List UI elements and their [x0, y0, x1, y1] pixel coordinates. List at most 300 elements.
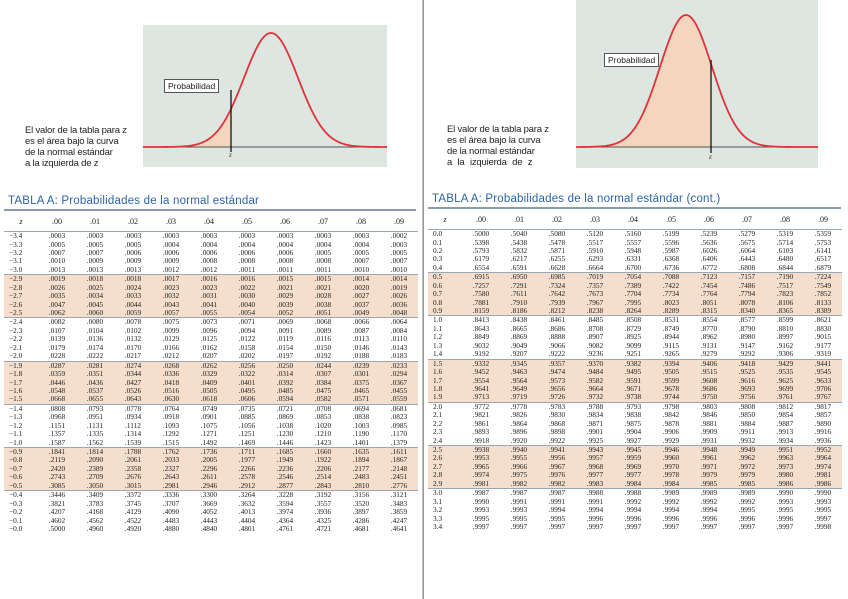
probability-cell: .0054: [228, 309, 266, 318]
probability-cell: .0294: [380, 370, 418, 378]
z-value-cell: −0.5: [4, 482, 38, 491]
z-value-cell: −1.5: [4, 395, 38, 404]
probability-cell: .7794: [728, 290, 766, 298]
probability-cell: .9974: [804, 463, 842, 471]
probability-cell: .8888: [548, 333, 566, 342]
probability-cell: .6879: [814, 263, 832, 272]
probability-cell: .0307: [304, 370, 342, 378]
probability-cell: .9893: [472, 428, 490, 437]
probability-cell: .0485: [266, 387, 304, 395]
probability-cell: .2119: [38, 456, 76, 464]
z-value-cell: 2.3: [433, 428, 443, 437]
probability-cell: .0021: [304, 284, 342, 292]
probability-cell: .6064: [738, 246, 756, 255]
probability-cell: .9949: [728, 445, 766, 454]
probability-cell: .9966: [500, 463, 538, 471]
probability-cell: .7324: [538, 282, 576, 290]
probability-cell: .9980: [766, 471, 804, 479]
probability-cell: .8643: [472, 324, 490, 333]
probability-cell: .5478: [548, 238, 566, 247]
probability-cell: .0427: [114, 378, 152, 386]
z-value-cell: −0.2: [9, 508, 23, 517]
probability-cell: .9994: [700, 506, 718, 515]
probability-cell: .6026: [700, 246, 718, 255]
table-row: [428, 368, 842, 376]
probability-cell: .0228: [48, 352, 66, 361]
probability-cell: .9693: [728, 385, 766, 393]
probability-cell: .8621: [804, 316, 842, 325]
z-value-cell: −2.4: [4, 318, 38, 327]
table-row: [4, 327, 418, 335]
probability-cell: .9991: [586, 497, 604, 506]
probability-cell: .9929: [662, 436, 680, 445]
probability-cell: .1841: [38, 447, 76, 456]
probability-cell: .9452: [462, 368, 500, 376]
probability-cell: .9995: [814, 506, 832, 515]
probability-cell: .1190: [352, 430, 370, 439]
probability-cell: .8907: [586, 333, 604, 342]
probability-cell: .2090: [76, 456, 114, 464]
probability-cell: .0044: [114, 301, 152, 309]
probability-cell: .3050: [76, 482, 114, 491]
probability-cell: .9998: [814, 522, 832, 531]
z-value-cell: −0.4: [4, 491, 38, 500]
probability-cell: .0139: [48, 335, 66, 344]
probability-cell: .0032: [152, 292, 190, 300]
probability-cell: .6179: [472, 255, 490, 264]
probability-cell: .0239: [342, 361, 380, 370]
probability-cell: .1736: [190, 447, 228, 456]
probability-cell: .0268: [152, 361, 190, 370]
probability-cell: .9890: [814, 419, 832, 428]
probability-cell: .1587: [48, 438, 66, 447]
probability-cell: .1539: [124, 438, 142, 447]
table-row: [428, 350, 842, 359]
probability-cell: .4681: [352, 524, 370, 533]
probability-cell: .9957: [576, 454, 614, 462]
table-row: [4, 301, 418, 309]
probability-cell: .1170: [390, 430, 408, 439]
probability-cell: .9474: [538, 368, 576, 376]
probability-cell: .9783: [538, 402, 576, 411]
probability-cell: .9394: [652, 359, 690, 368]
probability-cell: .6736: [662, 263, 680, 272]
probability-cell: .8962: [700, 333, 718, 342]
probability-cell: .0351: [76, 370, 114, 378]
probability-cell: .1151: [48, 421, 66, 430]
probability-cell: .0069: [266, 318, 304, 327]
probability-cell: .3192: [304, 491, 342, 500]
z-value-cell: 1.2: [433, 333, 443, 342]
z-value-cell: 0.6: [428, 282, 462, 290]
probability-cell: .0007: [86, 248, 104, 257]
probability-cell: .3015: [114, 482, 152, 491]
probability-cell: .6772: [700, 263, 718, 272]
z-value-cell: −0.1: [9, 516, 23, 525]
probability-cell: .9726: [538, 393, 576, 402]
probability-cell: .9956: [538, 454, 576, 462]
probability-cell: .9896: [510, 428, 528, 437]
table-row: [428, 342, 842, 350]
probability-cell: .0721: [266, 404, 304, 413]
z-value-cell: −2.0: [9, 352, 23, 361]
probability-cell: .9850: [738, 411, 756, 420]
probability-cell: .3859: [390, 508, 408, 517]
probability-cell: .7422: [652, 282, 690, 290]
probability-cell: .0808: [38, 404, 76, 413]
probability-cell: .8729: [624, 324, 642, 333]
table-row: [4, 456, 418, 464]
caption-line: es el área bajo la curva: [25, 136, 119, 147]
probability-cell: .8708: [586, 324, 604, 333]
z-value-cell: 2.6: [428, 454, 462, 462]
probability-cell: .9842: [662, 411, 680, 420]
table-row: [428, 420, 842, 428]
probability-cell: .9713: [462, 393, 500, 402]
decimal-column-header: .06: [266, 212, 304, 232]
probability-cell: .9985: [690, 480, 728, 489]
probability-cell: .0024: [114, 284, 152, 292]
probability-cell: .9963: [766, 454, 804, 462]
z-value-cell: 1.0: [428, 316, 462, 325]
probability-cell: .0003: [352, 231, 370, 241]
probability-cell: .9706: [804, 385, 842, 393]
probability-cell: .0030: [228, 292, 266, 300]
probability-cell: .0059: [114, 309, 152, 318]
probability-cell: .0207: [200, 352, 218, 361]
probability-cell: .9975: [500, 471, 538, 479]
probability-cell: .1711: [228, 447, 266, 456]
probability-cell: .9988: [576, 489, 614, 498]
probability-cell: .2061: [114, 456, 152, 464]
table-row: [4, 292, 418, 300]
probability-cell: .9251: [624, 350, 642, 359]
probability-cell: .8078: [728, 299, 766, 307]
z-value-cell: −1.6: [4, 387, 38, 395]
probability-cell: .9952: [804, 445, 842, 454]
probability-cell: .6443: [738, 255, 756, 264]
probability-cell: .0102: [124, 326, 142, 335]
z-value-cell: −1.8: [4, 370, 38, 378]
probability-cell: .0778: [114, 404, 152, 413]
z-value-cell: 0.2: [433, 246, 443, 255]
table-row: [4, 318, 418, 327]
probability-cell: .0080: [76, 318, 114, 327]
probability-cell: .0170: [124, 343, 142, 352]
probability-cell: .0027: [342, 292, 380, 300]
probability-cell: .7054: [614, 273, 652, 282]
probability-cell: .9319: [814, 350, 832, 359]
table-row: [428, 255, 842, 263]
probability-cell: .9798: [652, 402, 690, 411]
probability-cell: .9984: [614, 480, 652, 489]
probability-cell: .9573: [538, 376, 576, 384]
table-row: [428, 428, 842, 436]
probability-cell: .9761: [766, 393, 804, 402]
probability-cell: .9997: [472, 522, 490, 531]
probability-cell: .9678: [652, 385, 690, 393]
table-row: [4, 447, 418, 456]
probability-cell: .9871: [586, 419, 604, 428]
probability-cell: .9995: [738, 506, 756, 515]
probability-cell: .9664: [576, 385, 614, 393]
probability-cell: .0015: [266, 275, 304, 284]
probability-cell: .1611: [380, 447, 418, 456]
probability-cell: .9983: [576, 480, 614, 489]
probability-cell: .2776: [380, 482, 418, 491]
probability-cell: .9732: [576, 393, 614, 402]
z-value-cell: 0.8: [428, 299, 462, 307]
probability-cell: .6368: [662, 255, 680, 264]
table-row: [4, 249, 418, 257]
probability-cell: .9991: [510, 497, 528, 506]
probability-cell: .9830: [548, 411, 566, 420]
probability-cell: .3557: [314, 499, 332, 508]
z-value-cell: 0.4: [433, 263, 443, 272]
table-row: [4, 525, 418, 533]
probability-cell: .0014: [380, 275, 418, 284]
table-row: [428, 238, 842, 246]
probability-cell: .4052: [200, 508, 218, 517]
probability-cell: .9515: [690, 368, 728, 376]
probability-cell: .7357: [576, 282, 614, 290]
probability-cell: .1335: [86, 430, 104, 439]
probability-cell: .8980: [738, 333, 756, 342]
probability-cell: .9993: [814, 497, 832, 506]
probability-cell: .9981: [804, 471, 842, 479]
z-value-cell: −1.9: [4, 361, 38, 370]
decimal-column-header: .02: [114, 212, 152, 232]
probability-cell: .9875: [624, 419, 642, 428]
probability-cell: .9938: [462, 445, 500, 454]
z-value-cell: −1.3: [9, 413, 23, 422]
probability-cell: .0009: [124, 257, 142, 266]
probability-cell: .6255: [548, 255, 566, 264]
table-row: [428, 445, 842, 454]
probability-cell: .0005: [390, 248, 408, 257]
probability-cell: .5636: [700, 238, 718, 247]
probability-cell: .3669: [200, 499, 218, 508]
probability-cell: .5279: [738, 229, 756, 239]
probability-cell: .8461: [538, 316, 576, 325]
probability-cell: .9971: [690, 463, 728, 471]
probability-cell: .4801: [238, 524, 256, 533]
probability-cell: .2709: [76, 473, 114, 481]
right-shaded-area: [576, 15, 711, 147]
probability-cell: .5871: [548, 246, 566, 255]
probability-cell: .9995: [472, 514, 490, 523]
probability-cell: .0869: [276, 413, 294, 422]
right-probability-label: Probabilidad: [604, 53, 659, 67]
probability-cell: .1230: [276, 430, 294, 439]
z-value-cell: −3.1: [9, 257, 23, 266]
probability-cell: .3520: [352, 499, 370, 508]
probability-cell: .9955: [500, 454, 538, 462]
probability-cell: .9115: [662, 341, 680, 350]
probability-cell: .9927: [624, 436, 642, 445]
probability-cell: .9962: [728, 454, 766, 462]
probability-cell: .9032: [472, 341, 490, 350]
probability-cell: .9977: [576, 471, 614, 479]
probability-cell: .6141: [814, 246, 832, 255]
probability-cell: .0838: [352, 413, 370, 422]
probability-cell: .5557: [624, 238, 642, 247]
probability-cell: .9995: [548, 514, 566, 523]
probability-cell: .0013: [48, 265, 66, 274]
probability-cell: .0004: [352, 240, 370, 249]
probability-cell: .0655: [76, 395, 114, 404]
probability-cell: .0099: [162, 326, 180, 335]
probability-cell: .3264: [228, 491, 266, 500]
probability-cell: .1379: [390, 438, 408, 447]
probability-cell: .0004: [276, 240, 294, 249]
probability-cell: .0087: [352, 326, 370, 335]
probability-cell: .9920: [510, 436, 528, 445]
probability-cell: .9812: [766, 402, 804, 411]
probability-cell: .4761: [276, 524, 294, 533]
probability-cell: .9131: [700, 341, 718, 350]
probability-cell: .6985: [538, 273, 576, 282]
probability-cell: .9719: [500, 393, 538, 402]
probability-cell: .0122: [238, 335, 256, 344]
decimal-column-header: .03: [576, 210, 614, 230]
probability-cell: .5000: [48, 524, 66, 533]
probability-cell: .8264: [614, 307, 652, 316]
z-value-cell: −2.8: [4, 284, 38, 292]
z-value-cell: 1.1: [433, 324, 443, 333]
probability-cell: .0026: [380, 292, 418, 300]
probability-cell: .8186: [500, 307, 538, 316]
probability-cell: .0023: [152, 284, 190, 292]
probability-cell: .9965: [462, 463, 500, 471]
probability-cell: .7389: [614, 282, 652, 290]
probability-cell: .3483: [390, 499, 408, 508]
probability-cell: .5160: [624, 229, 642, 239]
probability-cell: .0853: [314, 413, 332, 422]
probability-cell: .3745: [124, 499, 142, 508]
table-row: [4, 482, 418, 491]
probability-cell: .9940: [500, 445, 538, 454]
table-row: [4, 387, 418, 395]
probability-cell: .1210: [314, 430, 332, 439]
probability-cell: .9964: [804, 454, 842, 462]
probability-cell: .2676: [114, 473, 152, 481]
probability-cell: .3409: [76, 491, 114, 500]
probability-cell: .6293: [586, 255, 604, 264]
table-row: [4, 344, 418, 352]
probability-cell: .1515: [162, 438, 180, 447]
probability-cell: .0281: [76, 361, 114, 370]
probability-cell: .9370: [576, 359, 614, 368]
probability-cell: .9463: [500, 368, 538, 376]
probability-cell: .7611: [500, 290, 538, 298]
probability-cell: .2033: [152, 456, 190, 464]
probability-cell: .6517: [814, 255, 832, 264]
probability-cell: .0006: [276, 248, 294, 257]
table-row: [4, 240, 418, 248]
probability-cell: .7580: [462, 290, 500, 298]
probability-cell: .9968: [576, 463, 614, 471]
left-z-mark: z: [229, 151, 232, 159]
decimal-column-header: .05: [652, 210, 690, 230]
probability-cell: .0322: [228, 370, 266, 378]
probability-cell: .6628: [548, 263, 566, 272]
table-row: [4, 473, 418, 481]
table-row: [428, 247, 842, 255]
z-value-cell: 0.5: [428, 273, 462, 282]
probability-cell: .0143: [390, 343, 408, 352]
probability-cell: .1020: [314, 421, 332, 430]
probability-cell: .0021: [266, 284, 304, 292]
probability-cell: .0735: [228, 404, 266, 413]
probability-cell: .5714: [776, 238, 794, 247]
probability-cell: .0039: [266, 301, 304, 309]
probability-cell: .9744: [652, 393, 690, 402]
probability-cell: .0009: [86, 257, 104, 266]
probability-cell: .9545: [804, 368, 842, 376]
probability-cell: .4602: [48, 516, 66, 525]
probability-cell: .0505: [190, 387, 228, 395]
decimal-column-header: .09: [804, 210, 842, 230]
probability-cell: .9861: [472, 419, 490, 428]
probability-cell: .0034: [76, 292, 114, 300]
probability-cell: .0078: [114, 318, 152, 327]
probability-cell: .1469: [238, 438, 256, 447]
table-row: [4, 516, 418, 524]
probability-cell: .0179: [48, 343, 66, 352]
probability-cell: .9997: [624, 522, 642, 531]
probability-cell: .9982: [500, 480, 538, 489]
probability-cell: .4013: [238, 508, 256, 517]
probability-cell: .8686: [548, 324, 566, 333]
table-row: [4, 439, 418, 448]
probability-cell: .2389: [76, 465, 114, 473]
probability-cell: .8849: [472, 333, 490, 342]
probability-cell: .8133: [804, 299, 842, 307]
probability-cell: .5040: [510, 229, 528, 239]
table-row: [428, 264, 842, 273]
table-body: [428, 230, 842, 532]
probability-cell: .0084: [390, 326, 408, 335]
probability-cell: .0582: [304, 395, 342, 404]
decimal-column-header: .07: [304, 212, 342, 232]
probability-cell: .0287: [38, 361, 76, 370]
probability-cell: .0003: [86, 231, 104, 241]
probability-cell: .2946: [190, 482, 228, 491]
probability-cell: .9887: [776, 419, 794, 428]
probability-cell: .0250: [266, 361, 304, 370]
probability-cell: .9986: [766, 480, 804, 489]
probability-cell: .9997: [738, 522, 756, 531]
probability-cell: .0104: [86, 326, 104, 335]
probability-cell: .0446: [38, 378, 76, 386]
caption-line: a la izquierda de z: [447, 157, 533, 168]
probability-cell: .9177: [814, 341, 832, 350]
z-value-cell: 3.0: [428, 489, 462, 498]
probability-cell: .0003: [200, 231, 218, 241]
probability-cell: .0136: [86, 335, 104, 344]
probability-cell: .4562: [86, 516, 104, 525]
probability-cell: .0052: [266, 309, 304, 318]
table-row: [428, 333, 842, 341]
probability-cell: .8810: [776, 324, 794, 333]
probability-cell: .9990: [766, 489, 804, 498]
probability-cell: .0793: [76, 404, 114, 413]
probability-cell: .0301: [342, 370, 380, 378]
table-row: [4, 413, 418, 421]
probability-cell: .6664: [586, 263, 604, 272]
decimal-column-header: .02: [538, 210, 576, 230]
